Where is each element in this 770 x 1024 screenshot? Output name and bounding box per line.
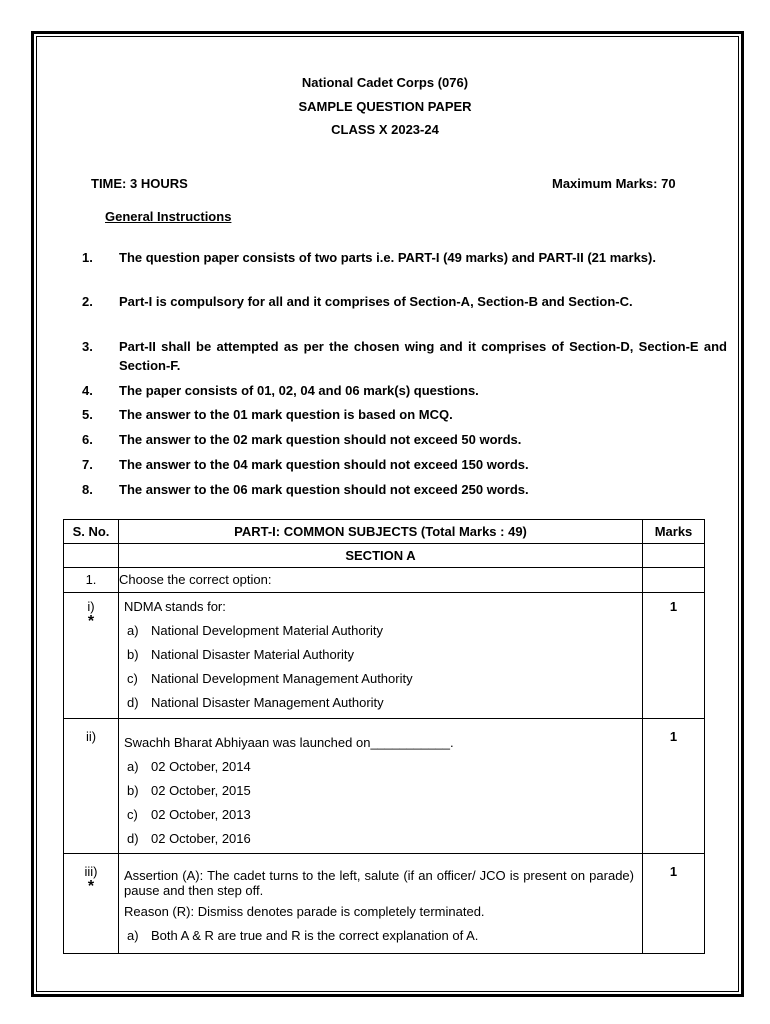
instruction-number: 6. xyxy=(82,432,93,447)
option-item xyxy=(119,619,642,643)
org-title: National Cadet Corps (076) xyxy=(301,75,469,90)
option-text: 02 October, 2016 xyxy=(151,831,251,846)
part-header: PART-I: COMMON SUBJECTS (Total Marks : 49) xyxy=(119,520,643,544)
option-label: d) xyxy=(127,831,139,846)
instruction-number: 2. xyxy=(82,294,93,309)
question-marks: 1 xyxy=(643,719,705,854)
table-header-row xyxy=(64,520,705,544)
option-text: 02 October, 2015 xyxy=(151,783,251,798)
option-text: National Disaster Management Authority xyxy=(151,695,384,710)
option-text: National Development Management Authority xyxy=(151,671,413,686)
question-number: i) xyxy=(87,599,95,614)
instruction-text: Part-II shall be attempted as per the chosen wing and it comprises of Section-D, Section-E and Section-F. xyxy=(119,339,727,373)
instruction-text: The answer to the 04 mark question should not exceed 150 words. xyxy=(119,457,529,472)
question-marks: 1 xyxy=(643,593,705,719)
option-item xyxy=(119,827,642,851)
important-star: * xyxy=(87,613,95,630)
option-text: 02 October, 2014 xyxy=(151,759,251,774)
instruction-number: 3. xyxy=(82,339,93,354)
option-text: Both A & R are true and R is the correct explanation of A. xyxy=(151,928,479,943)
instruction-number: 5. xyxy=(82,407,93,422)
question-number: ii) xyxy=(85,729,97,744)
assertion-text: Assertion (A): The cadet turns to the left, salute (if an officer/ JCO is present on parade) pause and then step off. xyxy=(124,868,634,898)
time-label: TIME: 3 HOURS xyxy=(91,176,188,191)
instruction-text: The answer to the 02 mark question should not exceed 50 words. xyxy=(119,432,522,447)
instruction-text: The question paper consists of two parts i.e. PART-I (49 marks) and PART-II (21 marks). xyxy=(119,250,656,265)
option-label: a) xyxy=(127,759,139,774)
important-star: * xyxy=(87,878,95,895)
question-row-ii xyxy=(64,719,705,854)
option-text: 02 October, 2013 xyxy=(151,807,251,822)
option-label: c) xyxy=(127,671,138,686)
instruction-number: 4. xyxy=(82,383,93,398)
instruction-number: 7. xyxy=(82,457,93,472)
option-item xyxy=(119,691,642,715)
option-label: a) xyxy=(127,623,139,638)
option-text: National Development Material Authority xyxy=(151,623,383,638)
question-stem: NDMA stands for: xyxy=(124,599,226,614)
instruction-number: 8. xyxy=(82,482,93,497)
question-row-i xyxy=(64,593,705,719)
option-item xyxy=(119,924,642,948)
question-table xyxy=(63,519,705,954)
class-title: CLASS X 2023-24 xyxy=(331,122,439,137)
instruction-text: The paper consists of 01, 02, 04 and 06 mark(s) questions. xyxy=(119,383,479,398)
instruction-number: 1. xyxy=(82,250,93,265)
option-item xyxy=(119,643,642,667)
option-text: National Disaster Material Authority xyxy=(151,647,355,662)
paper-title: SAMPLE QUESTION PAPER xyxy=(298,99,472,114)
question-text: Choose the correct option: xyxy=(119,568,643,593)
section-row xyxy=(64,544,705,568)
instruction-text: The answer to the 01 mark question is based on MCQ. xyxy=(119,407,453,422)
question-number: 1. xyxy=(64,568,119,593)
option-item xyxy=(119,755,642,779)
sno-header: S. No. xyxy=(64,520,119,544)
question-stem: Swachh Bharat Abhiyaan was launched on___________. xyxy=(124,735,454,750)
reason-text: Reason (R): Dismiss denotes parade is completely terminated. xyxy=(124,904,485,919)
option-label: b) xyxy=(127,783,139,798)
option-label: d) xyxy=(127,695,139,710)
instruction-text: Part-I is compulsory for all and it comprises of Section-A, Section-B and Section-C. xyxy=(119,294,633,309)
option-label: a) xyxy=(127,928,139,943)
option-item xyxy=(119,667,642,691)
max-marks-label: Maximum Marks: 70 xyxy=(552,176,676,191)
option-item xyxy=(119,779,642,803)
table-row xyxy=(64,568,705,593)
option-label: b) xyxy=(127,647,139,662)
marks-header: Marks xyxy=(643,520,705,544)
question-number: iii) xyxy=(84,864,98,879)
question-row-iii xyxy=(64,854,705,954)
section-title: SECTION A xyxy=(119,544,643,568)
instruction-text: The answer to the 06 mark question should not exceed 250 words. xyxy=(119,482,529,497)
option-label: c) xyxy=(127,807,138,822)
question-marks: 1 xyxy=(643,854,705,954)
option-item xyxy=(119,803,642,827)
instructions-heading: General Instructions xyxy=(105,209,232,224)
